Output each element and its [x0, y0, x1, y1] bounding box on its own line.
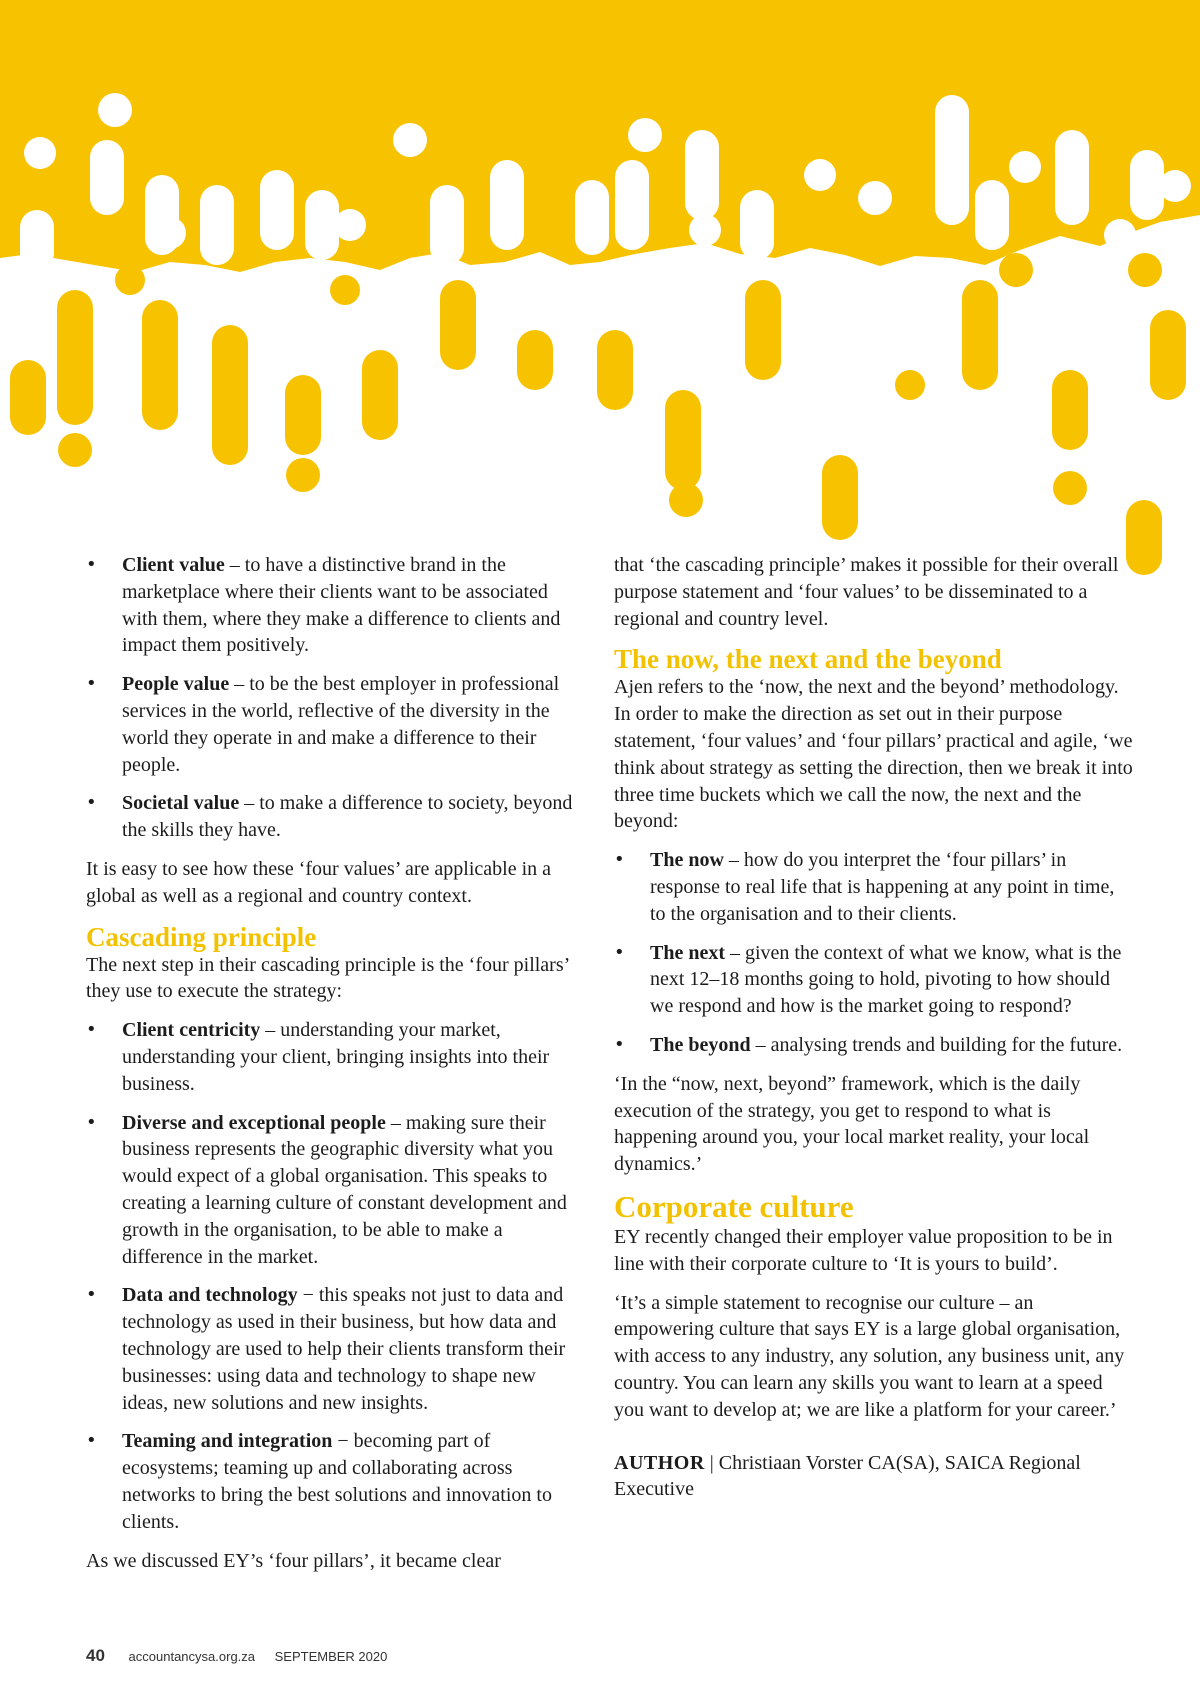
list-item: [86, 1282, 586, 1416]
section-heading-cascading: Cascading principle: [86, 921, 317, 952]
bullet-term: Diverse and exceptional people: [122, 1111, 386, 1134]
body-paragraph: Ajen refers to the ‘now, the next and the beyond’ methodology. In order to make the direction as set out in their purpose statement, ‘four values’ and ‘four pillars’ practical and agile, ‘we think about strategy as setting the direction, then we break it into three time buckets which we call the now, the next and the beyond:: [614, 676, 1133, 833]
page-number: 40: [86, 1646, 105, 1665]
values-list: [86, 552, 586, 844]
body-paragraph: As we discussed EY’s ‘four pillars’, it became clear: [86, 1549, 501, 1572]
bullet-icon: •: [86, 1430, 97, 1452]
bullet-text: − becoming part of ecosystems; teaming up and collaborating across networks to bring the best solutions and innovation to clients.: [122, 1430, 552, 1533]
issue-date: SEPTEMBER 2020: [274, 1649, 388, 1664]
bullet-text: – making sure their business represents the geographic diversity what you would expect of a global organisation. This speaks to creating a learning culture of constant development and growth in the organisation, to be able to make a difference in the market.: [122, 1111, 567, 1268]
bullet-icon: •: [86, 554, 97, 575]
body-paragraph: that ‘the cascading principle’ makes it possible for their overall purpose statement and ‘four values’ to be disseminated to a regional and country level.: [614, 554, 1119, 630]
bullet-text: – analysing trends and building for the future.: [750, 1033, 1123, 1056]
bullet-term: Client value: [122, 554, 225, 576]
author-name: | Christiaan Vorster CA(SA), SAICA Regional Executive: [614, 1451, 1081, 1501]
bullet-text: – to be the best employer in professional services in the world, reflective of the diversity in the world they operate in and make a difference to their people.: [122, 673, 560, 776]
left-column: [86, 552, 586, 1586]
bullet-icon: •: [86, 792, 97, 814]
bullet-term: The now: [650, 849, 724, 872]
list-item: [86, 671, 586, 778]
bullet-term: The next: [650, 941, 725, 964]
bullet-icon: •: [614, 849, 625, 871]
body-paragraph: It is easy to see how these ‘four values’ are applicable in a global as well as a regional and country context.: [86, 857, 551, 907]
pillars-list: [86, 1017, 586, 1535]
bullet-icon: •: [86, 1019, 97, 1041]
list-item: [614, 847, 1134, 927]
bullet-term: People value: [122, 673, 230, 696]
author-label: AUTHOR: [614, 1451, 705, 1474]
section-heading-now-next-beyond: The now, the next and the beyond: [614, 644, 1002, 675]
list-item: [86, 552, 586, 659]
quote-paragraph: ‘It’s a simple statement to recognise our culture – an empowering culture that says EY is a large global organisation, with access to any industry, any solution, any business unit, any country. You can learn any skills you want to learn at a speed you want to develop at; we are like a platform for your career.’: [614, 1291, 1125, 1421]
list-item: [614, 1032, 1134, 1059]
bullet-text: – to make a difference to society, beyond the skills they have.: [122, 792, 573, 842]
bullet-icon: •: [614, 1033, 625, 1055]
list-item: [86, 1017, 586, 1097]
body-paragraph: The next step in their cascading principle is the ‘four pillars’ they use to execute the strategy:: [86, 953, 569, 1003]
bullet-text: – how do you interpret the ‘four pillars’ in response to real life that is happening at any point in time, to the organisation and to their clients.: [650, 849, 1115, 925]
bullet-term: Societal value: [122, 792, 240, 815]
website-url: accountancysa.org.za: [128, 1649, 256, 1664]
bullet-term: Teaming and integration: [122, 1430, 333, 1453]
body-paragraph: EY recently changed their employer value proposition to be in line with their corporate culture to ‘It is yours to build’.: [614, 1225, 1113, 1275]
right-column: [614, 552, 1134, 1515]
list-item: [86, 1428, 586, 1535]
bullet-term: The beyond: [650, 1033, 751, 1056]
page-footer: [86, 1646, 387, 1666]
bullet-text: − this speaks not just to data and technology as used in their business, but how data and technology are used to help their clients transform their businesses: using data and technology to shape new ideas, new solutions and new insights.: [122, 1284, 566, 1414]
bullet-icon: •: [614, 941, 625, 963]
bullet-text: – given the context of what we know, what is the next 12–18 months going to hold, pivoting to how should we respond and how is the market going to respond?: [650, 941, 1122, 1018]
bullet-icon: •: [86, 1111, 97, 1133]
bullet-icon: •: [86, 673, 97, 695]
list-item: [86, 1110, 586, 1271]
bullet-icon: •: [86, 1284, 97, 1306]
time-buckets-list: [614, 847, 1134, 1059]
quote-paragraph: ‘In the “now, next, beyond” framework, which is the daily execution of the strategy, you get to respond to what is happening around you, your local market reality, your local dynamics.’: [614, 1072, 1090, 1176]
author-credit: [614, 1450, 1134, 1504]
list-item: [86, 790, 586, 844]
bullet-term: Data and technology: [122, 1284, 298, 1307]
yellow-pattern-banner: [0, 0, 1200, 580]
section-heading-corporate-culture: Corporate culture: [614, 1188, 854, 1224]
bullet-text: – understanding your market, understanding your client, bringing insights into their business.: [122, 1019, 550, 1095]
list-item: [614, 940, 1134, 1020]
bullet-text: – to have a distinctive brand in the marketplace where their clients want to be associated with them, where they make a difference to clients and impact them positively.: [122, 554, 561, 657]
bullet-term: Client centricity: [122, 1019, 261, 1042]
